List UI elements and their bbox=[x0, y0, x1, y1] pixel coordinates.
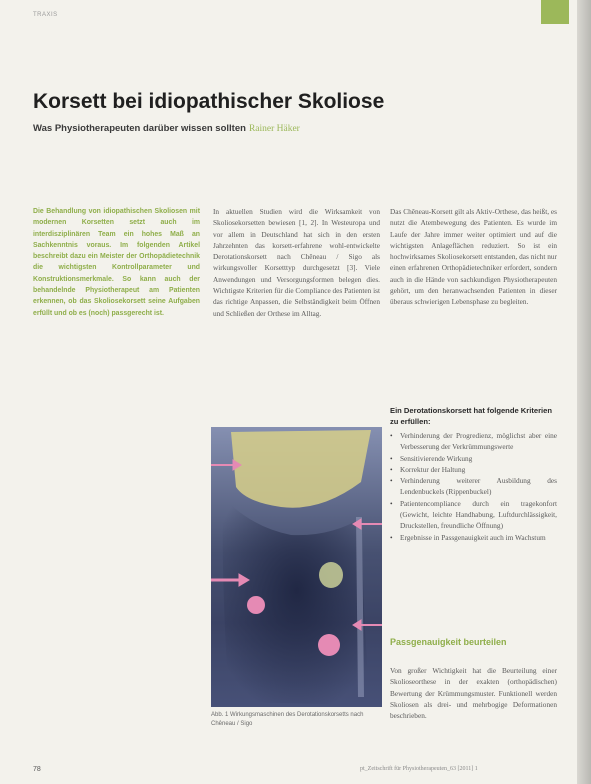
article-title: Korsett bei idiopathischer Skoliose bbox=[33, 90, 385, 113]
section-tab bbox=[541, 0, 569, 24]
body-column-3-bottom: Von großer Wichtigkeit hat die Beurteilung einer Skolioseorthese in der exakten (orthopädischen) Bewertung der Krümmungsmuster. Funktionell werden Skoliosen als drei- und mehrbogige Deformationen beschrieben. bbox=[390, 666, 557, 721]
bullet-icon: • bbox=[390, 498, 393, 508]
criteria-heading: Ein Derotationskorsett hat folgende Kriterien zu erfüllen: bbox=[390, 406, 553, 426]
brace-xray-figure bbox=[211, 427, 382, 707]
bullet-icon: • bbox=[390, 431, 393, 440]
list-item: • Sensitivierende Wirkung bbox=[390, 453, 473, 463]
bullet-icon: • bbox=[390, 453, 393, 463]
list-item: • Verhinderung weiterer Ausbildung des Lendenbuckels (Rippenbuckel) bbox=[390, 476, 557, 497]
article-subtitle bbox=[33, 123, 300, 134]
section-heading: Passgenauigkeit beurteilen bbox=[390, 637, 507, 647]
bullet-icon: • bbox=[390, 476, 393, 486]
brace-illustration bbox=[211, 427, 382, 707]
pressure-point-2 bbox=[318, 634, 340, 656]
list-item: • Patientencompliance durch ein tragekonfort (Gewicht, leichte Handhabung, Luftdurchlässigkeit, Druckstellen, freundliche Öffnung) bbox=[390, 498, 557, 531]
criteria-list bbox=[390, 430, 557, 543]
author-name: Rainer Häker bbox=[248, 124, 300, 134]
list-item: • Verhinderung der Progredienz, möglichst aber eine Verbesserung der Verkrümmungswerte bbox=[390, 431, 557, 452]
page-edge bbox=[577, 0, 591, 784]
bullet-icon: • bbox=[390, 532, 393, 542]
brace-pad-circle bbox=[319, 562, 343, 588]
body-column-3-top: Das Chêneau-Korsett gilt als Aktiv-Orthese, das heißt, es nutzt die Atembewegung des Patienten. Es wurde im Laufe der Jahre immer weiter optimiert und auf die wichtigsten Anlageflächen reduziert. So ist ein hochwirksames Skoliosekorsett entstanden, das nicht nur einen erfahrenen Orthopädietechniker erfordert, sondern auch in die Hände von sachkundigen Physiotherapeuten gehört, um den heranwachsenden Patienten in dieser überaus schwierigen Lebensphase zu begleiten. bbox=[390, 207, 557, 307]
journal-footer: pt_Zeitschrift für Physiotherapeuten_63 [2011] 1 bbox=[360, 766, 478, 772]
section-tag: TRAXIS bbox=[33, 12, 58, 18]
subtitle-text: Was Physiotherapeuten darüber wissen sollten bbox=[33, 123, 246, 134]
intro-paragraph: Die Behandlung von idiopathischen Skoliosen mit modernen Korsetten setzt auch im interdisziplinären Team ein hohes Maß an Sachkenntnis voraus. Im folgenden Artikel beschreibt dazu ein Meister der Orthopädietechnik die wichtigsten Kontrollparameter und Konstruktionsmerkmale. So kann auch der behandelnde Physiotherapeut am Patienten erkennen, ob das Skoliosekorsett seine Aufgaben erfüllt und ob es (noch) passgerecht ist. bbox=[33, 208, 200, 317]
page-number: 78 bbox=[33, 766, 41, 773]
bullet-icon: • bbox=[390, 464, 393, 474]
list-item: • Ergebnisse in Passgenauigkeit auch im Wachstum bbox=[390, 532, 546, 542]
pressure-point-1 bbox=[247, 596, 265, 614]
brace-strap bbox=[359, 517, 361, 697]
list-item: • Korrektur der Haltung bbox=[390, 464, 466, 474]
body-column-2: In aktuellen Studien wird die Wirksamkeit von Skoliosekorsetten bewiesen [1, 2]. In Westeuropa und vor allem in Deutschland hat sich in den ersten Jahrzehnten das korsett-erfahrene wohl-entwickelte Derotationskorsett nach Chêneau / Sigo als wirkungsvoller Korsetttyp durchgesetzt [3]. Viele Anwendungen und Versorgungsformen belegen dies. Wichtigste Kriterien für die Compliance des Patienten ist das richtige Anpassen, die Selbständigkeit beim Öffnen und Schließen der Orthese im Alltag. bbox=[213, 207, 380, 318]
figure-caption: Abb. 1 Wirkungsmaschinen des Derotationskorsetts nach Chêneau / Sigo bbox=[211, 712, 364, 727]
